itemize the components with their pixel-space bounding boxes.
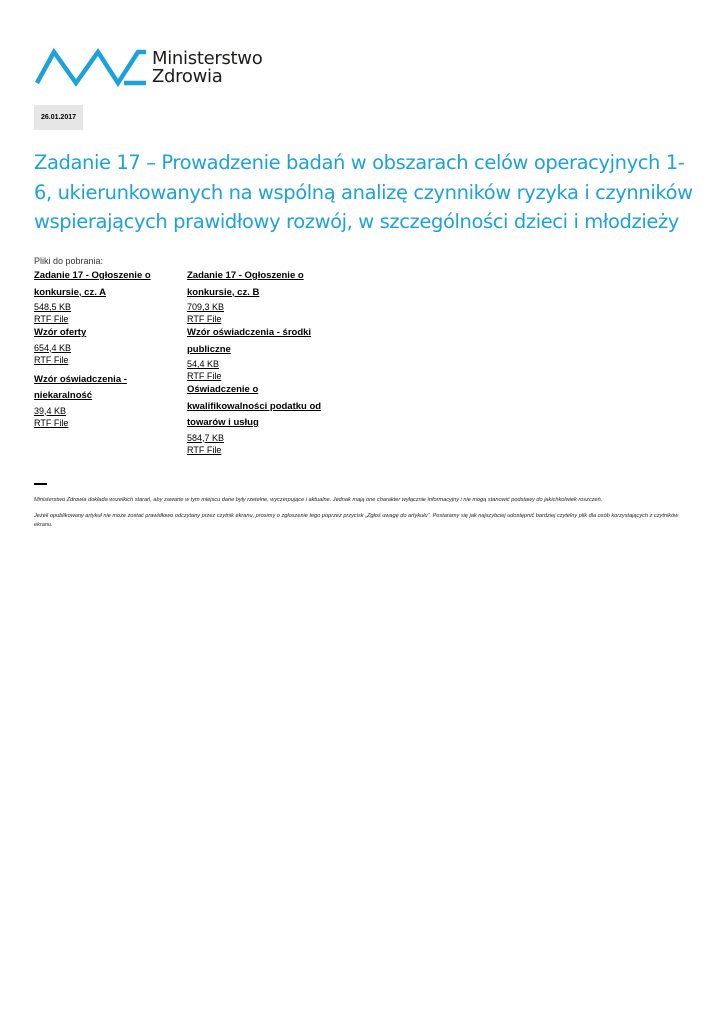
file-size: 54,4 KB [187,359,220,369]
file-size: 39,4 KB [34,405,67,416]
file-link[interactable]: Zadanie 17 - Ogłoszenie o konkursie, cz. B [187,270,304,298]
page-title: Zadanie 17 – Prowadzenie badań w obszarach celów operacyjnych 1-6, ukierunkowanych na wspólną analizę czynników ryzyka i czynników wspierających prawidłowy rozwój, w szczególności dzieci i młodzieży [34,151,693,233]
file-type: RTF File [187,314,222,324]
file-item [187,382,337,456]
date-badge: 26.01.2017 [34,105,83,130]
logo-line-1: Ministerstwo [152,48,263,69]
accessibility-note: Jeżeli opublikowany artykuł nie może zostać prawidłowo odczytany przez czytnik ekranu, prosimy o zgłoszenie tego poprzez przycisk „Zgłoś uwagę do artykułu”. Postaramy się jak najszybciej udostępnić bardziej czytelny plik dla osób korzystających z czytników ekranu. [34,513,679,528]
file-type: RTF File [187,444,222,455]
files-column-left [34,268,184,429]
file-type: RTF File [34,314,69,324]
file-size: 584,7 KB [187,432,225,443]
file-type: RTF File [34,417,69,428]
logo-text [152,50,262,86]
file-size: 654,4 KB [34,342,72,353]
logo-zigzag-icon [34,46,148,88]
file-item [34,325,184,366]
logo-line-2: Zdrowia [152,66,223,87]
file-link[interactable]: Wzór oświadczenia - niekaralność [34,373,127,401]
disclaimer-text: Ministerstwo Zdrowia dokłada wszelkich starań, aby zawarte w tym miejscu dane były rzetelne, wyczerpujące i aktualne. Jednak mają one charakter wyłącznie informacyjny i nie mogą stanowić podstawy do jakichkolwiek roszczeń. [34,497,603,503]
file-link[interactable]: Wzór oświadczenia - środki publiczne [187,327,312,355]
file-item [187,325,337,382]
file-link[interactable]: Wzór oferty [34,327,87,338]
file-item [187,268,337,325]
file-size: 709,3 KB [187,302,225,312]
files-column-right [187,268,337,456]
file-type: RTF File [34,354,69,365]
file-item [34,268,184,325]
file-link[interactable]: Oświadczenie o kwalifikowalności podatku od towarów i usług [187,384,322,428]
file-link[interactable]: Zadanie 17 - Ogłoszenie o konkursie, cz. A [34,270,151,298]
files-label: Pliki do pobrania: [34,256,104,266]
file-size: 548,5 KB [34,302,72,312]
ministry-logo[interactable] [34,46,262,88]
separator [34,483,47,485]
file-item [34,372,184,429]
file-type: RTF File [187,371,222,381]
